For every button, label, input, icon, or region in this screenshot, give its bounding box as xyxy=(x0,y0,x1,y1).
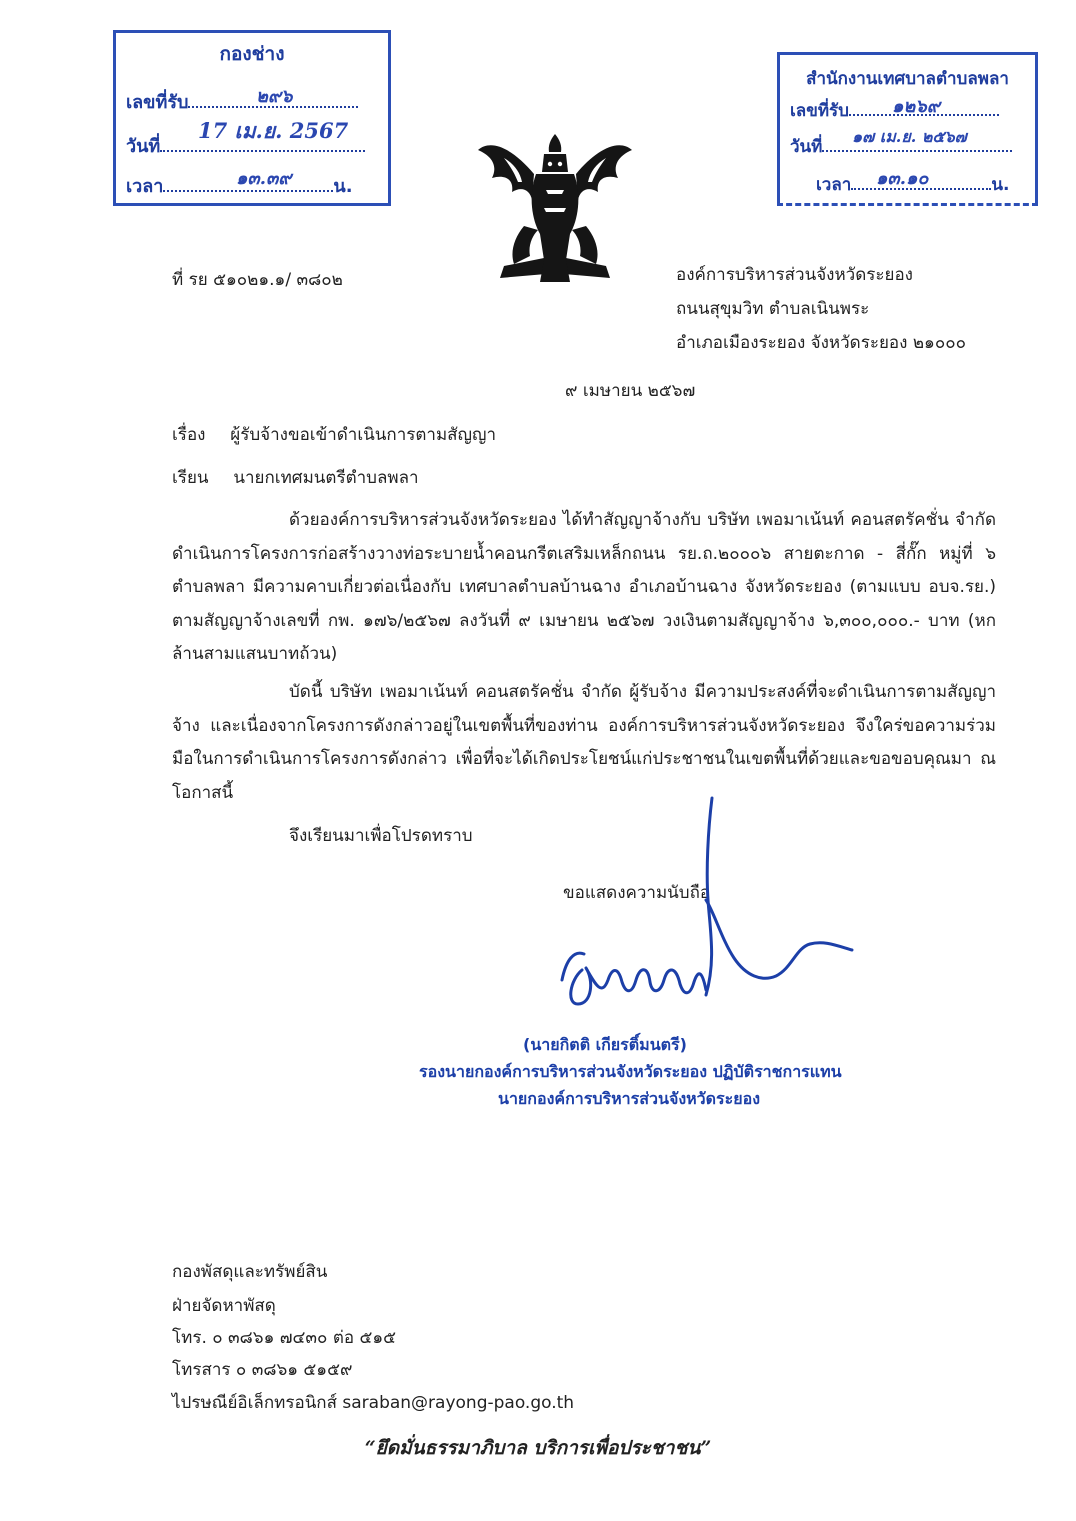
stamp-right-date-label: วันที่ xyxy=(790,137,823,157)
stamp-right-time-suffix: น. xyxy=(991,175,1010,195)
body-paragraph-2: บัดนี้ บริษัท เพอมาเน้นท์ คอนสตรัคชั่น จำกัด ผู้รับจ้าง มีความประสงค์ที่จะดำเนินการตามสัญญาจ้าง และเนื่องจากโครงการดังกล่าวอยู่ในเขตพื้นที่ของท่าน องค์การบริหารส่วนจังหวัดระยอง จึงใคร่ขอความร่วมมือในการดำเนินการโครงการดังกล่าว เพื่อที่จะได้เกิดประโยชน์แก่ประชาชนในเขตพื้นที่ด้วยและขอขอบคุณมา ณ โอกาสนี้ xyxy=(172,682,996,803)
stamp-left-time-label: เวลา xyxy=(126,176,164,197)
body-paragraph-1: ด้วยองค์การบริหารส่วนจังหวัดระยอง ได้ทำสัญญาจ้างกับ บริษัท เพอมาเน้นท์ คอนสตรัคชั่น จำกัด ดำเนินการโครงการก่อสร้างวางท่อระบายน้ำคอนกรีตเสริมเหล็กถนน รย.ถ.๒๐๐๐๖ สายตะกาด - สี่กั๊ก หมู่ที่ ๖ ตำบลพลา มีความคาบเกี่ยวต่อเนื่องกับ เทศบาลตำบลบ้านฉาง อำเภอบ้านฉาง จังหวัดระยอง (ตามแบบ อบจ.รย.) ตามสัญญาจ้างเลขที่ กพ. ๑๗๖/๒๕๖๗ ลงวันที่ ๙ เมษายน ๒๕๖๗ วงเงินตามสัญญาจ้าง ๖,๓๐๐,๐๐๐.- บาท (หกล้านสามแสนบาทถ้วน) xyxy=(172,510,996,665)
footer-fax: โทรสาร ๐ ๓๘๖๑ ๕๑๕๙ xyxy=(172,1360,353,1380)
subject-line xyxy=(172,425,496,445)
signer-title-1: รองนายกองค์การบริหารส่วนจังหวัดระยอง ปฏิบัติราชการแทน xyxy=(419,1062,842,1081)
letter-date: ๙ เมษายน ๒๕๖๗ xyxy=(565,381,696,401)
subject-text: ผู้รับจ้างขอเข้าดำเนินการตามสัญญา xyxy=(230,425,497,445)
stamp-right-time-label: เวลา xyxy=(816,175,852,195)
subject-label: เรื่อง xyxy=(172,425,206,445)
stamp-left-number-label: เลขที่รับ xyxy=(126,92,189,113)
sender-org-district: อำเภอเมืองระยอง จังหวัดระยอง ๒๑๐๐๐ xyxy=(676,333,966,353)
sender-org-road: ถนนสุขุมวิท ตำบลเนินพระ xyxy=(676,299,870,319)
reference-number: ที่ รย ๕๑๐๒๑.๑/ ๓๘๐๒ xyxy=(172,270,343,290)
recipient-line xyxy=(172,468,419,488)
stamp-right-date-value: ๑๗ เม.ย. ๒๕๖๗ xyxy=(852,127,967,146)
closing-line: จึงเรียนมาเพื่อโปรดทราบ xyxy=(289,826,473,846)
stamp-right-title: สำนักงานเทศบาลตำบลพลา xyxy=(806,69,1009,89)
handwritten-signature xyxy=(556,790,866,1030)
stamp-left-time-suffix: น. xyxy=(333,176,353,197)
signer-title-2: นายกองค์การบริหารส่วนจังหวัดระยอง xyxy=(498,1089,761,1108)
regards-text: ขอแสดงความนับถือ xyxy=(563,883,711,903)
sender-org-name: องค์การบริหารส่วนจังหวัดระยอง xyxy=(676,265,913,285)
slogan: “ยึดมั่นธรรมาภิบาล บริการเพื่อประชาชน” xyxy=(364,1437,712,1459)
footer-division: ฝ่ายจัดหาพัสดุ xyxy=(172,1296,276,1316)
received-stamp-right xyxy=(777,52,1038,206)
stamp-right-time-value: ๑๓.๑๐ xyxy=(876,168,929,189)
stamp-left-time-value: ๑๓.๓๙ xyxy=(236,168,292,189)
footer-email: ไปรษณีย์อิเล็กทรอนิกส์ saraban@rayong-pao.go.th xyxy=(172,1393,575,1413)
stamp-left-date-label: วันที่ xyxy=(126,136,161,157)
stamp-right-number-value: ๑๒๖๙ xyxy=(892,96,940,117)
stamp-left-title: กองช่าง xyxy=(219,43,285,65)
footer-department: กองพัสดุและทรัพย์สิน xyxy=(172,1262,328,1282)
stamp-right-number-label: เลขที่รับ xyxy=(790,101,849,121)
recipient-label: เรียน xyxy=(172,468,209,488)
footer-phone: โทร. ๐ ๓๘๖๑ ๗๔๓๐ ต่อ ๕๑๕ xyxy=(172,1328,397,1348)
stamp-left-date-value: 17 เม.ย. 2567 xyxy=(198,118,349,143)
recipient-text: นายกเทศมนตรีตำบลพลา xyxy=(233,468,419,488)
stamp-left-number-value: ๒๙๖ xyxy=(256,86,293,107)
garuda-emblem xyxy=(474,130,636,286)
received-stamp-left xyxy=(113,30,391,206)
signer-name: (นายกิตติ เกียรติ์มนตรี) xyxy=(523,1035,687,1054)
